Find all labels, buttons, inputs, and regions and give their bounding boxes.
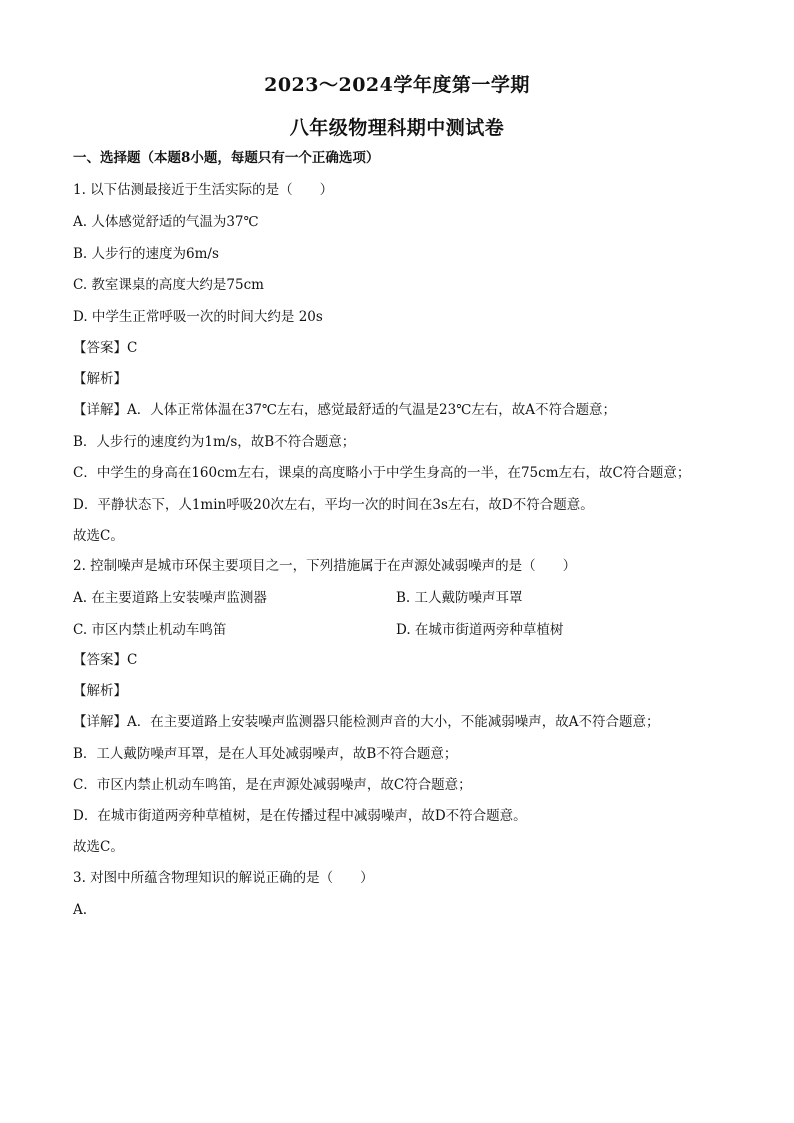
q2-conclusion: 故选C。 (73, 839, 124, 855)
q1-analysis-tag: 【解析】 (73, 371, 127, 387)
exam-title: 2023～2024学年度第一学期 (264, 74, 530, 96)
q2-option-b: B. 工人戴防噪声耳罩 (396, 590, 523, 606)
q1-detail-a: 【详解】A．人体正常体温在37℃左右，感觉最舒适的气温是23℃左右，故A不符合题意； (73, 402, 617, 418)
q2-detail-a: 【详解】A．在主要道路上安装噪声监测器只能检测声音的大小，不能减弱噪声，故A不符合题意； (73, 714, 660, 730)
q1-option-c: C. 教室课桌的高度大约是75cm (73, 277, 264, 293)
q3-option-a: A. (73, 902, 88, 918)
q2-stem: 2. 控制噪声是城市环保主要项目之一，下列措施属于在声源处减弱噪声的是（ ） (73, 558, 577, 574)
q1-option-d: D. 中学生正常呼吸一次的时间大约是 20s (73, 309, 323, 325)
q2-option-c: C. 市区内禁止机动车鸣笛 (73, 622, 227, 638)
q3-stem: 3. 对图中所蕴含物理知识的解说正确的是（ ） (73, 870, 374, 886)
q2-detail-b: B．工人戴防噪声耳罩，是在人耳处减弱噪声，故B不符合题意； (73, 746, 458, 762)
q2-analysis-tag: 【解析】 (73, 683, 127, 699)
q1-option-a: A. 人体感觉舒适的气温为37℃ (73, 214, 259, 230)
q1-option-b: B. 人步行的速度为6m/s (73, 246, 219, 262)
section-heading: 一、选择题（本题8小题，每题只有一个正确选项） (73, 150, 380, 166)
q1-detail-c: C．中学生的身高在160cm左右，课桌的高度略小于中学生身高的一半，在75cm左右，故C符合题意； (73, 465, 691, 481)
q1-detail-b: B．人步行的速度约为1m/s，故B不符合题意； (73, 434, 356, 450)
q1-conclusion: 故选C。 (73, 528, 124, 544)
q1-detail-d: D．平静状态下，人1min呼吸20次左右，平均一次的时间在3s左右，故D不符合题意。 (73, 497, 594, 513)
exam-subtitle: 八年级物理科期中测试卷 (289, 117, 505, 139)
q1-stem: 1. 以下估测最接近于生活实际的是（ ） (73, 182, 334, 198)
q2-answer: 【答案】C (73, 652, 138, 668)
q2-detail-d: D．在城市街道两旁种草植树，是在传播过程中减弱噪声，故D不符合题意。 (73, 808, 527, 824)
q2-option-a: A. 在主要道路上安装噪声监测器 (73, 590, 267, 606)
q2-detail-c: C．市区内禁止机动车鸣笛，是在声源处减弱噪声，故C符合题意； (73, 777, 472, 793)
q2-option-d: D. 在城市街道两旁种草植树 (396, 622, 564, 638)
q1-answer: 【答案】C (73, 340, 138, 356)
